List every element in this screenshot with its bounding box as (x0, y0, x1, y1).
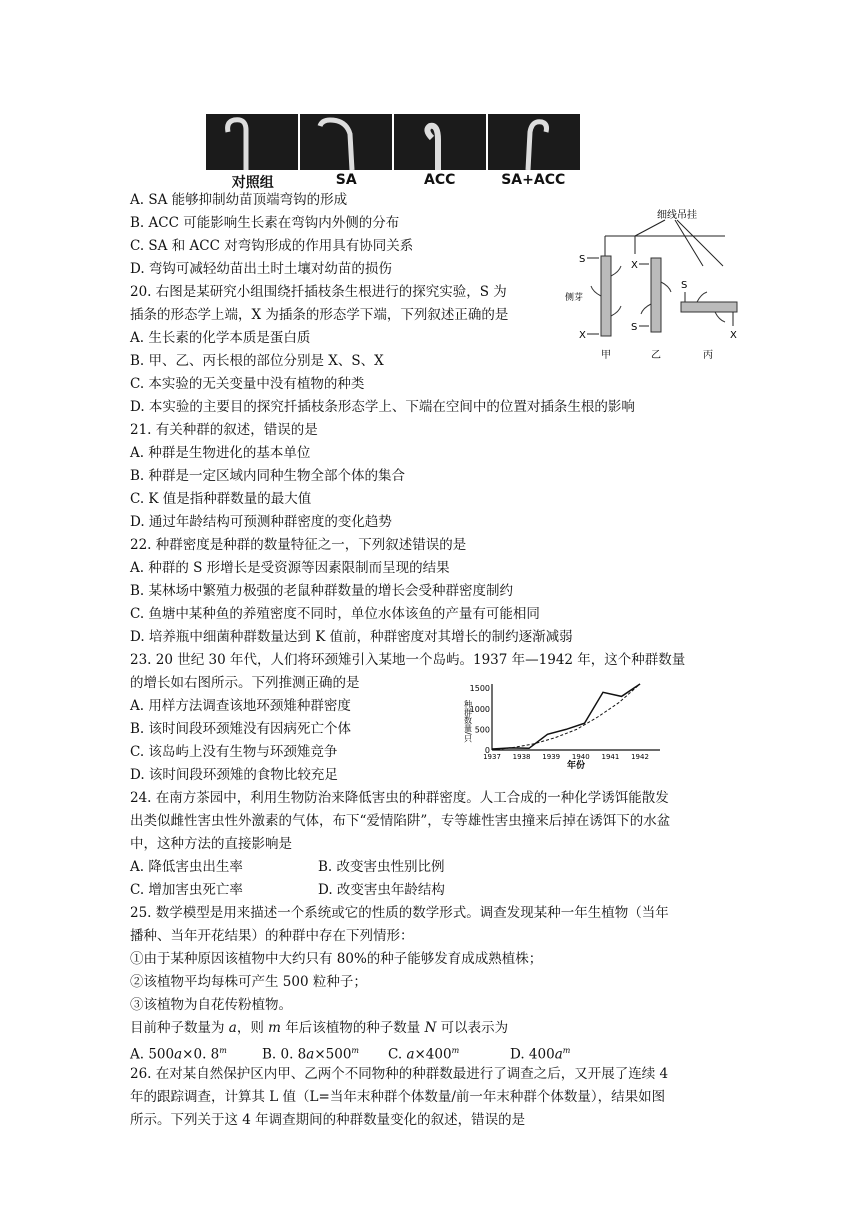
q25-option-c: C. $a\times 400^m$ (388, 1046, 460, 1063)
q25-line-2: 播种、当年开花结果）的种群中存在下列情形： (130, 928, 414, 944)
q20-option-a: A. 生长素的化学本质是蛋白质 (130, 330, 311, 346)
y-tick-label: 1000 (469, 704, 490, 714)
q22-stem: 22. 种群密度是种群的数量特征之一，下列叙述错误的是 (130, 537, 467, 553)
q20-stem-2: 插条的形态学上端，X 为插条的形态学下端，下列叙述正确的是 (130, 307, 509, 323)
q23-stem-1: 23. 20 世纪 30 年代，人们将环颈雉引入某地一个岛屿。1937 年—1942 年，这个种群数量 (130, 652, 686, 668)
label-x-yi: X (631, 260, 638, 271)
q26-line-1: 26. 在对某自然保护区内甲、乙两个不同物种的种群数最进行了调查之后，又开展了连续 4 (130, 1066, 669, 1082)
q23-option-c: C. 该岛屿上没有生物与环颈雉竞争 (130, 744, 338, 760)
q24-option-c: C. 增加害虫死亡率 (130, 882, 243, 898)
q23-option-a: A. 用样方法调查该地环颈雉种群密度 (130, 698, 351, 714)
q21-option-c: C. K 值是指种群数量的最大值 (130, 491, 312, 507)
y-tick-label: 0 (484, 746, 490, 755)
cutting-experiment-diagram (565, 206, 745, 362)
label-s-bing: S (681, 280, 688, 291)
q25-question: 目前种子数量为 a，则 m 年后该植物的种子数量 N 可以表示为 (130, 1020, 509, 1036)
q22-option-b: B. 某林场中繁殖力极强的老鼠种群数量的增长会受种群密度制约 (130, 583, 514, 599)
label-x-bing: X (730, 330, 737, 341)
label-jia: 甲 (601, 350, 611, 361)
x-tick-label: 1938 (512, 753, 531, 761)
q21-option-d: D. 通过年龄结构可预测种群密度的变化趋势 (130, 514, 392, 530)
q25-line-1: 25. 数学模型是用来描述一个系统或它的性质的数学形式。调查发现某种一年生植物（当年 (130, 905, 669, 921)
q19-option-a: A. SA 能够抑制幼苗顶端弯钩的形成 (130, 192, 348, 208)
q20-option-c: C. 本实验的无关变量中没有植物的种类 (130, 376, 365, 392)
label-yi: 乙 (651, 350, 661, 361)
q24-line-1: 24. 在南方茶园中，利用生物防治来降低害虫的种群密度。人工合成的一种化学诱饵能散发 (130, 790, 669, 806)
x-tick-label: 1942 (631, 753, 649, 761)
q26-line-3: 所示。下列关于这 4 年调查期间的种群数量变化的叙述，错误的是 (130, 1112, 526, 1128)
label-side-bud: 侧芽 (565, 293, 584, 303)
label-s-jia: S (579, 254, 586, 265)
q25-option-b: B. 0. $8a\times 500^m$ (262, 1046, 360, 1063)
q23-option-d: D. 该时间段环颈雉的食物比较充足 (130, 767, 338, 783)
q24-line-3: 中，这种方法的直接影响是 (130, 836, 292, 852)
label-sa-acc: SA+ACC (501, 172, 566, 188)
q21-option-b: B. 种群是一定区域内同种生物全部个体的集合 (130, 468, 406, 484)
q22-option-d: D. 培养瓶中细菌种群数量达到 K 值前，种群密度对其增长的制约逐渐减弱 (130, 629, 573, 645)
q23-option-b: B. 该时间段环颈雉没有因病死亡个体 (130, 721, 352, 737)
q25-condition-2: ②该植物平均每株可产生 500 粒种子； (130, 974, 367, 990)
series-trend-line (492, 684, 640, 750)
q21-option-a: A. 种群是生物进化的基本单位 (130, 445, 311, 461)
photo-labels (206, 172, 580, 192)
seedling-photo-strip (206, 114, 580, 170)
x-tick-label: 1939 (542, 753, 561, 761)
q25-condition-1: ①由于某种原因该植物中大约只有 80%的种子能够发育成成熟植株； (130, 951, 543, 967)
q22-option-c: C. 鱼塘中某种鱼的养殖密度不同时，单位水体该鱼的产量有可能相同 (130, 606, 540, 622)
x-tick-label: 1937 (483, 753, 501, 761)
q22-option-a: A. 种群的 S 形增长是受资源等因素限制而呈现的结果 (130, 560, 450, 576)
label-s-yi: S (631, 322, 638, 333)
series-actual-line (492, 684, 640, 749)
x-tick-label: 1940 (571, 753, 590, 761)
q20-stem-1: 20. 右图是某研究小组围绕扦插枝条生根进行的探究实验，S 为 (130, 284, 507, 300)
seedling-photo-sa-acc (488, 114, 580, 170)
q20-option-d: D. 本实验的主要目的探究扦插枝条形态学上、下端在空间中的位置对插条生根的影响 (130, 399, 635, 415)
seedling-photo-acc (394, 114, 488, 170)
x-axis-label: 年份 (566, 761, 586, 770)
q24-option-a: A. 降低害虫出生率 (130, 859, 243, 875)
q19-option-b: B. ACC 可能影响生长素在弯钩内外侧的分布 (130, 215, 400, 231)
label-acc: ACC (424, 172, 456, 188)
label-control: 对照组 (231, 175, 274, 191)
y-tick-label: 500 (474, 725, 490, 735)
x-tick-label: 1941 (601, 753, 620, 761)
label-x-jia: X (579, 330, 586, 341)
seedling-photo-sa (300, 114, 394, 170)
q19-option-d: D. 弯钩可减轻幼苗出土时土壤对幼苗的损伤 (130, 261, 392, 277)
seedling-photo-control (206, 114, 300, 170)
label-thread: 细线吊挂 (657, 210, 697, 221)
q19-option-c: C. SA 和 ACC 对弯钩形成的作用具有协同关系 (130, 238, 414, 254)
pheasant-population-chart (460, 680, 670, 770)
q21-stem: 21. 有关种群的叙述，错误的是 (130, 422, 318, 438)
q24-line-2: 出类似雌性害虫性外激素的气体，布下“爱情陷阱”，专等雄性害虫撞来后掉在诱饵下的水盆 (130, 813, 671, 829)
y-axis-label: 种群数量/只 (463, 700, 473, 743)
q25-option-a: A. 500a×0. 8$^m$ (130, 1046, 227, 1063)
q23-stem-2: 的增长如右图所示。下列推测正确的是 (130, 675, 360, 691)
label-sa: SA (335, 172, 357, 188)
label-bing: 丙 (703, 350, 713, 361)
q25-option-d: D. $400a^m$ (510, 1046, 571, 1063)
q20-option-b: B. 甲、乙、丙长根的部位分别是 X、S、X (130, 353, 384, 369)
y-tick-label: 1500 (469, 684, 490, 694)
q25-condition-3: ③该植物为自花传粉植物。 (130, 997, 292, 1013)
q26-line-2: 年的跟踪调查，计算其 L 值（L=当年末种群个体数量/前一年末种群个体数量），结果如图 (130, 1089, 666, 1105)
q24-option-d: D. 改变害虫年龄结构 (318, 882, 445, 898)
q24-option-b: B. 改变害虫性别比例 (318, 859, 445, 875)
